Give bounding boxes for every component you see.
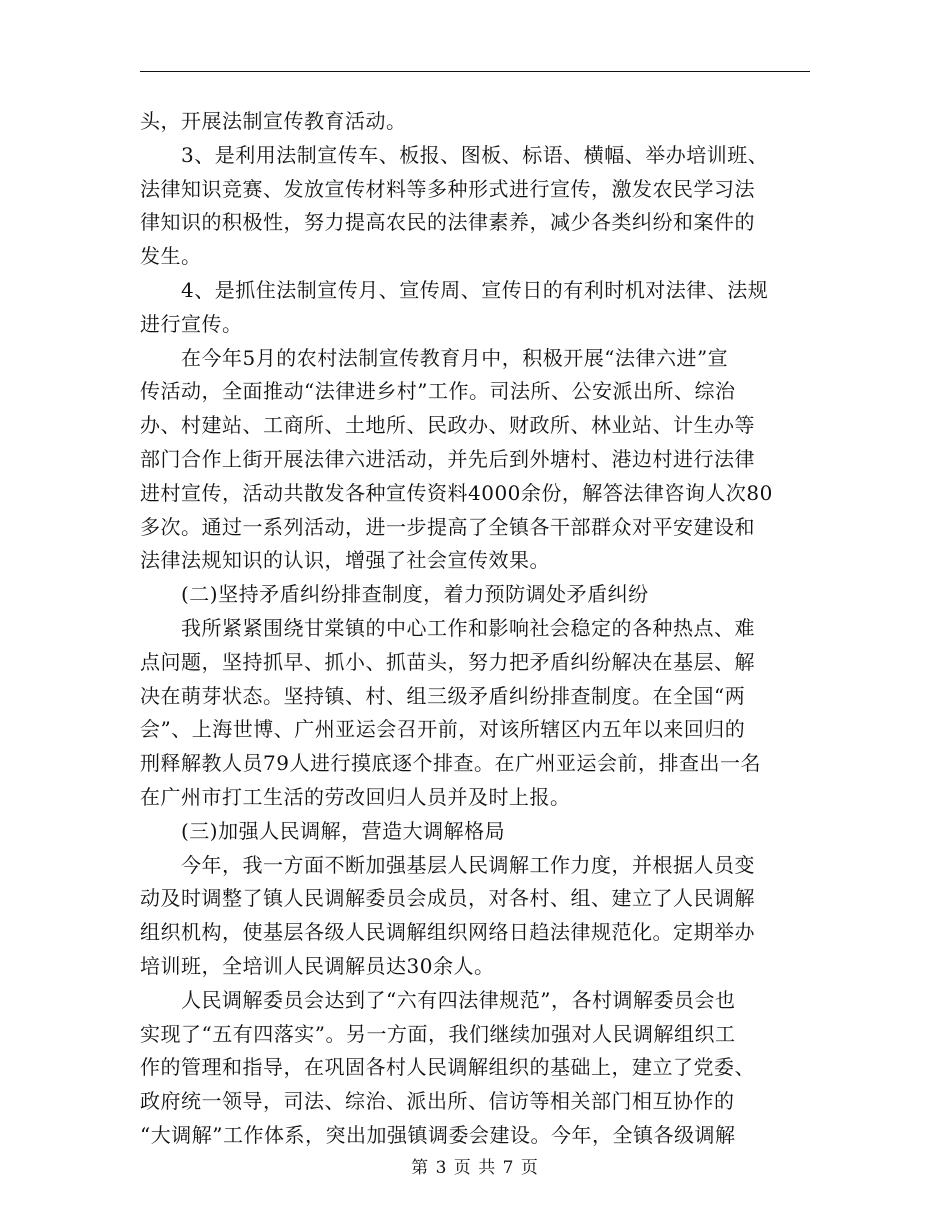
- text-line: (二)坚持矛盾纠纷排查制度，着力预防调处矛盾纠纷: [140, 582, 649, 607]
- text-line: (三)加强人民调解，营造大调解格局: [140, 818, 506, 843]
- text-line: 作的管理和指导，在巩固各村人民调解组织的基础上，建立了党委、: [140, 1055, 755, 1080]
- text-line: 会”、上海世博、广州亚运会召开前，对该所辖区内五年以来回归的: [140, 717, 746, 742]
- text-line: 点问题，坚持抓早、抓小、抓苗头，努力把矛盾纠纷解决在基层、解: [140, 649, 755, 674]
- text-line: 动及时调整了镇人民调解委员会成员，对各村、组、建立了人民调解: [140, 886, 755, 911]
- text-line: 实现了“五有四落实”。另一方面，我们继续加强对人民调解组织工: [140, 1021, 736, 1046]
- text-line: 组织机构，使基层各级人民调解组织网络日趋法律规范化。定期举办: [140, 920, 755, 945]
- text-line: 政府统一领导，司法、综治、派出所、信访等相关部门相互协作的: [140, 1089, 735, 1114]
- text-line: 法律知识竞赛、发放宣传材料等多种形式进行宣传，激发农民学习法: [140, 176, 755, 201]
- text-line: “大调解”工作体系，突出加强镇调委会建设。今年，全镇各级调解: [140, 1122, 736, 1147]
- text-line: 进行宣传。: [140, 311, 243, 336]
- text-line: 培训班，全培训人民调解员达30余人。: [140, 953, 495, 978]
- text-line: 多次。通过一系列活动，进一步提高了全镇各干部群众对平安建设和: [140, 514, 755, 539]
- text-line: 发生。: [140, 244, 202, 269]
- text-line: 4、是抓住法制宣传月、宣传周、宣传日的有利时机对法律、法规: [140, 277, 769, 302]
- text-line: 进村宣传，活动共散发各种宣传资料4000余份，解答法律咨询人次80: [140, 480, 773, 505]
- text-line: 决在萌芽状态。坚持镇、村、组三级矛盾纠纷排查制度。在全国“两: [140, 683, 746, 708]
- text-line: 部门合作上街开展法律六进活动，并先后到外塘村、港边村进行法律: [140, 446, 755, 471]
- document-body: [140, 105, 810, 1153]
- text-line: 法律法规知识的认识，增强了社会宣传效果。: [140, 548, 550, 573]
- text-line: 办、村建站、工商所、土地所、民政办、财政所、林业站、计生办等: [140, 413, 755, 438]
- text-line: 律知识的积极性，努力提高农民的法律素养，减少各类纠纷和案件的: [140, 210, 755, 235]
- text-line: 刑释解教人员79人进行摸底逐个排查。在广州亚运会前，排查出一名: [140, 751, 761, 776]
- text-line: 传活动，全面推动“法律进乡村”工作。司法所、公安派出所、综治: [140, 379, 736, 404]
- text-line: 在广州市打工生活的劳改回归人员并及时上报。: [140, 784, 571, 809]
- text-line: 人民调解委员会达到了“六有四法律规范”，各村调解委员会也: [140, 987, 736, 1012]
- text-line: 我所紧紧围绕甘棠镇的中心工作和影响社会稳定的各种热点、难: [140, 615, 755, 640]
- text-line: 在今年5月的农村法制宣传教育月中，积极开展“法律六进”宣: [140, 345, 729, 370]
- text-line: 3、是利用法制宣传车、板报、图板、标语、横幅、举办培训班、: [140, 142, 769, 167]
- text-line: 今年，我一方面不断加强基层人民调解工作力度，并根据人员变: [140, 852, 755, 877]
- text-line: 头，开展法制宣传教育活动。: [140, 109, 407, 133]
- page-number: 第 3 页 共 7 页: [411, 1158, 539, 1178]
- header-rule: [140, 71, 810, 72]
